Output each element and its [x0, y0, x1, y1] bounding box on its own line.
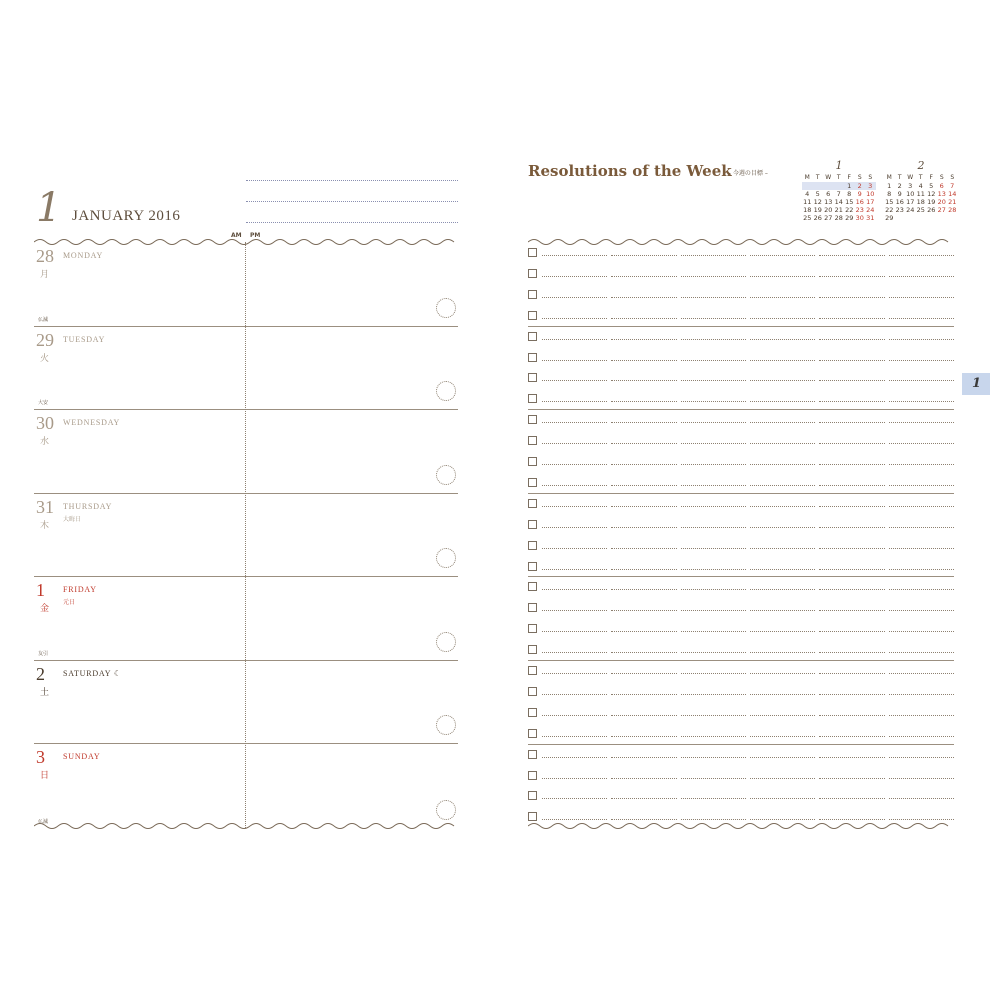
mini-calendar-month: 1	[835, 159, 843, 172]
resolution-row[interactable]	[528, 536, 954, 557]
mini-calendar-weekday: S	[868, 174, 873, 181]
mini-calendar-day: 17	[906, 198, 915, 206]
day-number: 3	[36, 747, 45, 767]
day-name: THURSDAY	[63, 501, 113, 511]
resolution-line[interactable]	[542, 694, 954, 695]
resolution-row[interactable]	[528, 389, 954, 410]
mini-calendar-day: 23	[895, 206, 904, 214]
mini-calendar-day: 11	[803, 198, 812, 206]
day-row[interactable]	[34, 327, 458, 411]
resolution-row[interactable]	[528, 431, 954, 452]
day-rokuyo: 仏滅	[38, 316, 49, 323]
resolution-checkbox[interactable]	[528, 353, 537, 362]
resolution-line[interactable]	[542, 610, 954, 611]
day-weekday-kanji: 火	[40, 353, 50, 364]
ornament-bottom-left	[34, 822, 458, 830]
day-name: TUESDAY	[63, 334, 106, 344]
mini-calendar-day: 12	[813, 198, 822, 206]
day-row[interactable]	[34, 410, 458, 494]
mini-calendar-day	[916, 214, 927, 222]
mini-calendar-day: 1	[844, 182, 855, 190]
mini-calendar-day: 14	[834, 198, 843, 206]
right-page	[500, 0, 1000, 1000]
mini-calendar-february	[884, 160, 958, 222]
day-row[interactable]	[34, 577, 458, 661]
day-number: 29	[36, 329, 54, 350]
am-pm-divider	[245, 242, 246, 828]
resolution-line[interactable]	[542, 443, 954, 444]
mini-calendar-day: 21	[948, 198, 957, 206]
day-row[interactable]	[34, 494, 458, 578]
resolution-line[interactable]	[542, 464, 954, 465]
mini-calendar-day: 4	[805, 190, 810, 198]
resolution-line[interactable]	[542, 715, 954, 716]
day-number: 31	[36, 496, 54, 517]
resolution-line[interactable]	[542, 652, 954, 653]
day-check-circle[interactable]	[436, 800, 456, 820]
resolution-row[interactable]	[528, 494, 954, 515]
memo-lines	[246, 180, 458, 243]
mini-calendar-day: 25	[803, 214, 812, 222]
resolution-checkbox[interactable]	[528, 457, 537, 466]
day-check-circle[interactable]	[436, 632, 456, 652]
month-number: 1	[36, 185, 62, 231]
resolution-row[interactable]	[528, 745, 954, 766]
resolution-row[interactable]	[528, 577, 954, 598]
resolution-line[interactable]	[542, 297, 954, 298]
mini-calendar-day: 24	[866, 206, 875, 214]
resolution-checkbox[interactable]	[528, 708, 537, 717]
mini-calendar-day: 8	[847, 190, 852, 198]
resolution-checkbox[interactable]	[528, 394, 537, 403]
mini-calendar-day: 27	[937, 206, 946, 214]
mini-calendar-day: 16	[855, 198, 864, 206]
mini-calendar-weekday: T	[918, 174, 923, 181]
resolutions-title: Resolutions of the Week	[528, 162, 732, 180]
mini-calendar-day: 19	[813, 206, 822, 214]
day-check-circle[interactable]	[436, 715, 456, 735]
resolution-line[interactable]	[542, 360, 954, 361]
resolution-checkbox[interactable]	[528, 269, 537, 278]
memo-line[interactable]	[246, 180, 458, 181]
resolution-checkbox[interactable]	[528, 603, 537, 612]
resolution-line[interactable]	[542, 798, 954, 799]
mini-calendar-day: 16	[895, 198, 904, 206]
resolution-line[interactable]	[542, 548, 954, 549]
resolution-line[interactable]	[542, 485, 954, 486]
day-number: 1	[36, 580, 45, 600]
day-check-circle[interactable]	[436, 298, 456, 318]
resolution-row[interactable]	[528, 306, 954, 327]
mini-calendar-day: 14	[948, 190, 957, 198]
mini-calendar-day: 23	[855, 206, 864, 214]
mini-calendar-weekday: T	[897, 174, 902, 181]
day-weekday-kanji: 土	[40, 687, 50, 698]
resolution-checkbox[interactable]	[528, 248, 537, 257]
day-weekday-kanji: 日	[40, 771, 50, 781]
mini-calendar-day: 9	[857, 190, 862, 198]
resolution-line[interactable]	[542, 569, 954, 570]
resolutions-subtitle: – 今週の目標 –	[728, 170, 768, 177]
mini-calendar-day: 30	[855, 214, 864, 222]
resolution-row[interactable]	[528, 703, 954, 724]
mini-calendar-day: 21	[834, 206, 843, 214]
mini-calendar-day	[926, 214, 937, 222]
day-rokuyo: 仏滅	[38, 818, 49, 825]
day-name: FRIDAY	[63, 585, 97, 594]
mini-calendar-day: 26	[927, 206, 936, 214]
mini-calendar-day: 29	[845, 214, 854, 222]
resolution-line[interactable]	[542, 819, 954, 820]
mini-calendar-day: 9	[897, 190, 902, 198]
day-name: MONDAY	[63, 251, 104, 260]
mini-calendar-day: 12	[927, 190, 936, 198]
mini-calendar-weekday: M	[804, 174, 810, 181]
month-index-tab-label: 1	[972, 376, 982, 391]
mini-calendar-day: 15	[885, 198, 894, 206]
mini-calendar-day	[947, 214, 958, 222]
mini-calendar-day: 6	[826, 190, 831, 198]
resolution-line[interactable]	[542, 339, 954, 340]
resolution-row[interactable]	[528, 473, 954, 494]
mini-calendar-day: 20	[824, 206, 833, 214]
memo-line[interactable]	[246, 222, 458, 223]
resolution-checkbox[interactable]	[528, 729, 537, 738]
resolution-line[interactable]	[542, 255, 954, 256]
mini-calendar-weekday: F	[847, 174, 851, 181]
resolution-row[interactable]	[528, 640, 954, 661]
mini-calendar-day: 1	[887, 182, 892, 190]
resolution-row[interactable]	[528, 515, 954, 536]
resolution-row[interactable]	[528, 557, 954, 578]
mini-calendar-day	[823, 182, 834, 190]
resolution-checkbox[interactable]	[528, 812, 537, 821]
resolution-line[interactable]	[542, 318, 954, 319]
mini-calendar-day: 31	[866, 214, 875, 222]
resolution-checkbox[interactable]	[528, 290, 537, 299]
day-weekday-kanji: 月	[40, 270, 50, 280]
resolution-checkbox[interactable]	[528, 541, 537, 550]
mini-calendar-weekday: T	[836, 174, 841, 181]
day-check-circle[interactable]	[436, 465, 456, 485]
resolution-row[interactable]	[528, 410, 954, 431]
mini-calendar-weekday: W	[907, 174, 914, 181]
resolution-checkbox[interactable]	[528, 332, 537, 341]
mini-calendar-day: 6	[939, 182, 944, 190]
mini-calendar-weekday: F	[929, 174, 933, 181]
memo-line[interactable]	[246, 201, 458, 202]
mini-calendar-day: 5	[929, 182, 934, 190]
mini-calendar-weekday: T	[815, 174, 820, 181]
resolution-row[interactable]	[528, 327, 954, 348]
resolution-row[interactable]	[528, 264, 954, 285]
ornament-bottom-right	[528, 822, 954, 830]
mini-calendar-day: 22	[885, 206, 894, 214]
day-name: SATURDAY ☾	[63, 668, 122, 678]
day-name: WEDNESDAY	[63, 418, 121, 427]
resolution-row[interactable]	[528, 682, 954, 703]
resolution-checkbox[interactable]	[528, 791, 537, 800]
resolution-row[interactable]	[528, 452, 954, 473]
resolution-checkbox[interactable]	[528, 666, 537, 675]
day-weekday-kanji: 水	[40, 437, 50, 447]
mini-calendar-january	[802, 160, 876, 222]
resolution-checkbox[interactable]	[528, 499, 537, 508]
day-name: SUNDAY	[63, 752, 101, 761]
mini-calendar-day: 17	[866, 198, 875, 206]
mini-calendar-day: 15	[845, 198, 854, 206]
mini-calendar-weekday: S	[939, 174, 944, 181]
mini-calendar-day: 29	[885, 214, 894, 222]
mini-calendar-day	[895, 214, 906, 222]
mini-calendar-day: 10	[906, 190, 915, 198]
resolution-line[interactable]	[542, 380, 954, 381]
day-number: 2	[36, 663, 45, 684]
resolution-row[interactable]	[528, 661, 954, 682]
resolution-line[interactable]	[542, 276, 954, 277]
day-rokuyo: 大安	[38, 400, 49, 406]
resolution-line[interactable]	[542, 757, 954, 758]
mini-calendar-day: 22	[845, 206, 854, 214]
day-check-circle[interactable]	[436, 548, 456, 568]
mini-calendar-day: 8	[887, 190, 892, 198]
day-holiday: 大晦日	[63, 515, 82, 523]
day-number: 30	[36, 413, 54, 433]
mini-calendar-day: 28	[834, 214, 843, 222]
mini-calendar-day: 2	[855, 182, 866, 190]
mini-calendar-day: 10	[866, 190, 875, 198]
resolution-checkbox[interactable]	[528, 624, 537, 633]
mini-calendar-day: 7	[836, 190, 841, 198]
mini-calendar-day: 7	[950, 182, 955, 190]
mini-calendar-grid	[884, 174, 958, 222]
resolution-checkbox[interactable]	[528, 436, 537, 445]
resolution-row[interactable]	[528, 724, 954, 745]
mini-calendar-day: 27	[824, 214, 833, 222]
resolution-row[interactable]	[528, 598, 954, 619]
mini-calendar-weekday: W	[825, 174, 832, 181]
day-weekday-kanji: 木	[40, 520, 50, 531]
resolution-row[interactable]	[528, 285, 954, 306]
resolution-line[interactable]	[542, 422, 954, 423]
month-title: JANUARY 2016	[72, 208, 181, 224]
day-row[interactable]	[34, 661, 458, 745]
mini-calendar-day: 11	[916, 190, 925, 198]
mini-calendar-day: 3	[865, 182, 876, 190]
mini-calendar-day: 18	[916, 198, 925, 206]
mini-calendar-weekday: S	[857, 174, 862, 181]
resolution-checkbox[interactable]	[528, 520, 537, 529]
mini-calendar-day: 5	[815, 190, 820, 198]
mini-calendar-day: 19	[927, 198, 936, 206]
mini-calendar-day: 18	[803, 206, 812, 214]
resolution-checkbox[interactable]	[528, 750, 537, 759]
mini-calendar-day: 4	[918, 182, 923, 190]
resolution-checkbox[interactable]	[528, 582, 537, 591]
resolution-line[interactable]	[542, 527, 954, 528]
resolution-line[interactable]	[542, 631, 954, 632]
mini-calendar-day	[802, 182, 813, 190]
resolution-line[interactable]	[542, 736, 954, 737]
day-number: 28	[36, 246, 54, 266]
resolution-row[interactable]	[528, 619, 954, 640]
resolution-checkbox[interactable]	[528, 645, 537, 654]
mini-calendar-day	[813, 182, 824, 190]
resolution-checkbox[interactable]	[528, 562, 537, 571]
mini-calendar-day: 3	[908, 182, 913, 190]
mini-calendar-day: 13	[824, 198, 833, 206]
mini-calendar-day	[905, 214, 916, 222]
mini-calendar-day: 24	[906, 206, 915, 214]
day-row[interactable]	[34, 744, 458, 828]
am-label: AM	[231, 232, 242, 239]
mini-calendar-day: 28	[948, 206, 957, 214]
resolution-row[interactable]	[528, 368, 954, 389]
mini-calendar-weekday: S	[950, 174, 955, 181]
resolution-line[interactable]	[542, 401, 954, 402]
mini-calendar-day: 26	[813, 214, 822, 222]
day-row[interactable]	[34, 243, 458, 327]
resolution-checkbox[interactable]	[528, 478, 537, 487]
day-weekday-kanji: 金	[40, 604, 50, 614]
resolution-checkbox[interactable]	[528, 415, 537, 424]
resolution-line[interactable]	[542, 589, 954, 590]
resolution-line[interactable]	[542, 506, 954, 507]
month-index-tab[interactable]	[962, 373, 990, 395]
resolution-checkbox[interactable]	[528, 771, 537, 780]
pm-label: PM	[250, 232, 261, 239]
resolution-checkbox[interactable]	[528, 373, 537, 382]
mini-calendar-day: 20	[937, 198, 946, 206]
resolution-row[interactable]	[528, 348, 954, 369]
resolution-checkbox[interactable]	[528, 311, 537, 320]
resolution-line[interactable]	[542, 778, 954, 779]
resolution-row[interactable]	[528, 243, 954, 264]
resolution-row[interactable]	[528, 766, 954, 787]
mini-calendar-day: 13	[937, 190, 946, 198]
mini-calendar-day: 25	[916, 206, 925, 214]
day-rokuyo: 友引	[38, 650, 49, 657]
mini-calendar-month: 2	[917, 159, 925, 172]
mini-calendar-grid	[802, 174, 876, 222]
resolution-row[interactable]	[528, 786, 954, 807]
mini-calendar-weekday: M	[886, 174, 892, 181]
day-holiday: 元日	[63, 599, 76, 606]
resolution-checkbox[interactable]	[528, 687, 537, 696]
mini-calendar-day	[834, 182, 845, 190]
resolution-line[interactable]	[542, 673, 954, 674]
mini-calendar-day	[937, 214, 948, 222]
mini-calendar-day: 2	[897, 182, 902, 190]
day-check-circle[interactable]	[436, 381, 456, 401]
